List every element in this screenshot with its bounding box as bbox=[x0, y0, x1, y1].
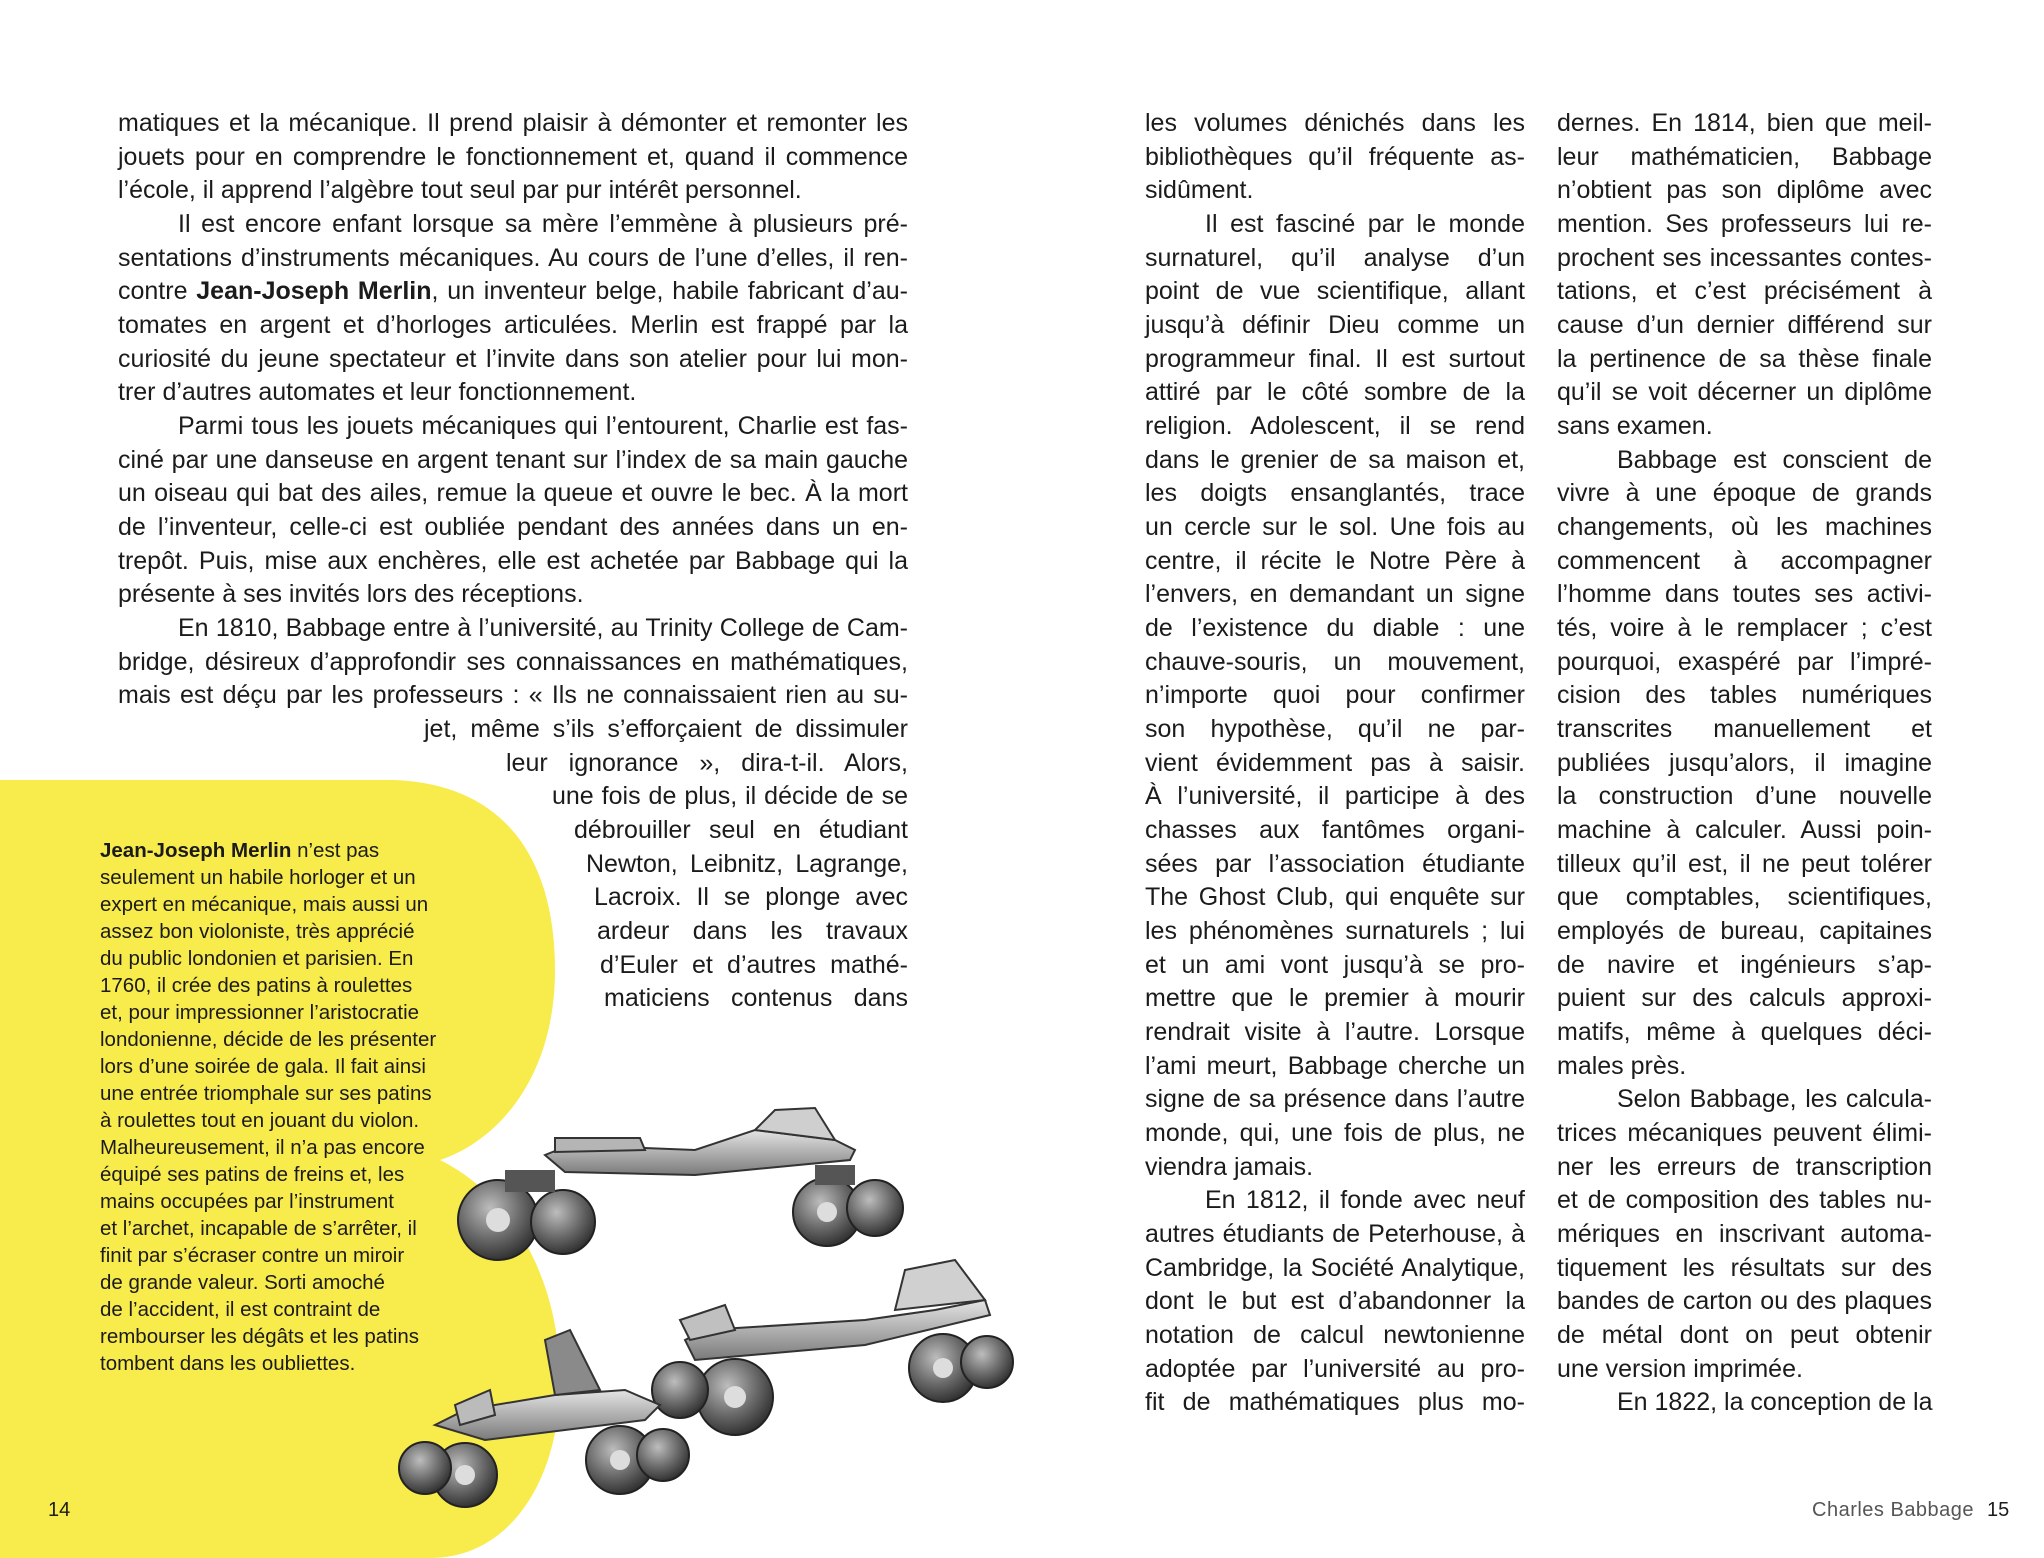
text-line: un oiseau qui bat des ailes, remue la queue et ouvre le bec. À la mort bbox=[118, 479, 908, 507]
text-line: une fois de plus, il décide de se bbox=[552, 782, 908, 810]
text-run: , un inventeur belge, habile fabricant d’au- bbox=[431, 277, 908, 305]
text-line: Lacroix. Il se plonge avec bbox=[594, 883, 908, 911]
text-line: les phénomènes surnaturels ; lui bbox=[1145, 917, 1525, 945]
text-line: de l’existence du diable : une bbox=[1145, 614, 1525, 642]
text-line: jusqu’à définir Dieu comme un bbox=[1145, 311, 1525, 339]
text-line: de métal dont on peut obtenir bbox=[1557, 1321, 1932, 1349]
text-line: tomates en argent et d’horloges articulées. Merlin est frappé par la bbox=[118, 311, 908, 339]
text-run: contre bbox=[118, 277, 188, 305]
text-line: centre, il récite le Notre Père à bbox=[1145, 547, 1525, 575]
text-line: programmeur final. Il est surtout bbox=[1145, 345, 1525, 373]
text-line: tations, et c’est précisément à bbox=[1557, 277, 1932, 305]
sidebar-line: seulement un habile horloger et un bbox=[100, 866, 416, 889]
text-line: dans le grenier de sa maison et, bbox=[1145, 446, 1525, 474]
text-line: bridge, désireux d’approfondir ses connaissances en mathématiques, bbox=[118, 648, 908, 676]
sidebar-line: du public londonien et parisien. En bbox=[100, 947, 414, 970]
page-number-left: 14 bbox=[48, 1499, 71, 1521]
text-line: viendra jamais. bbox=[1145, 1153, 1314, 1181]
text-line: une version imprimée. bbox=[1557, 1355, 1803, 1383]
sidebar-line: à roulettes tout en jouant du violon. bbox=[100, 1109, 420, 1132]
text-line: puient sur des calculs approxi- bbox=[1557, 984, 1932, 1012]
text-line: mériques en inscrivant automa- bbox=[1557, 1220, 1932, 1248]
text-line: dont le but est d’abandonner la bbox=[1145, 1287, 1525, 1315]
text-line: commencent à accompagner bbox=[1557, 547, 1932, 575]
text-line: les doigts ensanglantés, trace bbox=[1145, 479, 1525, 507]
text-line: chauve-souris, un mouvement, bbox=[1145, 648, 1525, 676]
text-line: attiré par le côté sombre de la bbox=[1145, 378, 1525, 406]
sidebar-line: lors d’une soirée de gala. Il fait ainsi bbox=[100, 1055, 426, 1078]
sidebar-line: 1760, il crée des patins à roulettes bbox=[100, 974, 413, 997]
text-line: Il est fasciné par le monde bbox=[1205, 210, 1525, 238]
sidebar-line: de grande valeur. Sorti amoché bbox=[100, 1271, 385, 1294]
text-line: À l’université, il participe à des bbox=[1145, 782, 1525, 810]
text-line: surnaturel, qu’il analyse d’un bbox=[1145, 244, 1525, 272]
text-line: jouets pour en comprendre le fonctionnement et, quand il commence bbox=[118, 143, 908, 171]
text-line: l’envers, en demandant un signe bbox=[1145, 580, 1525, 608]
sidebar-line: londonienne, décide de les présenter bbox=[100, 1028, 437, 1051]
text-line: transcrites manuellement et bbox=[1557, 715, 1932, 743]
page-number-right: 15 bbox=[1987, 1499, 2010, 1521]
text-line: curiosité du jeune spectateur et l’invite dans son atelier pour lui mon- bbox=[118, 345, 908, 373]
text-line: cision des tables numériques bbox=[1557, 681, 1932, 709]
text-line: et un ami vont jusqu’à se pro- bbox=[1145, 951, 1525, 979]
text-run: n’est pas bbox=[291, 839, 380, 862]
text-line: matifs, même à quelques déci- bbox=[1557, 1018, 1932, 1046]
text-line: mettre que le premier à mourir bbox=[1145, 984, 1525, 1012]
text-line: bibliothèques qu’il fréquente as- bbox=[1145, 143, 1525, 171]
text-line: tés, voire à le remplacer ; c’est bbox=[1557, 614, 1932, 642]
bold-name: Jean-Joseph Merlin bbox=[196, 277, 432, 305]
text-line: autres étudiants de Peterhouse, à bbox=[1145, 1220, 1525, 1248]
text-line: vient évidemment pas à saisir. bbox=[1145, 749, 1525, 777]
text-line: point de vue scientifique, allant bbox=[1145, 277, 1525, 305]
text-line: signe de sa présence dans l’autre bbox=[1145, 1085, 1525, 1113]
running-head: Charles Babbage bbox=[1812, 1499, 1975, 1521]
text-line: employés de bureau, capitaines bbox=[1557, 917, 1932, 945]
text-line: adoptée par l’université au pro- bbox=[1145, 1355, 1525, 1383]
text-line: leur ignorance », dira-t-il. Alors, bbox=[506, 749, 908, 777]
text-line: trer d’autres automates et leur fonctionnement. bbox=[118, 378, 637, 406]
sidebar-line: rembourser les dégâts et les patins bbox=[100, 1325, 420, 1348]
text-line: débrouiller seul en étudiant bbox=[574, 816, 908, 844]
text-line: bandes de carton ou des plaques bbox=[1557, 1287, 1932, 1315]
text-line: Babbage est conscient de bbox=[1617, 446, 1932, 474]
text-line: sentations d’instruments mécaniques. Au cours de l’une d’elles, il ren- bbox=[118, 244, 908, 272]
text-line: prochent ses incessantes contes- bbox=[1557, 244, 1932, 272]
text-line: de l’inventeur, celle-ci est oubliée pendant des années dans un en- bbox=[118, 513, 908, 541]
text-line: Cambridge, la Société Analytique, bbox=[1145, 1254, 1525, 1282]
text-line: monde, qui, une fois de plus, ne bbox=[1145, 1119, 1525, 1147]
text-line: la construction d’une nouvelle bbox=[1557, 782, 1932, 810]
text-line: changements, où les machines bbox=[1557, 513, 1932, 541]
text-line: fit de mathématiques plus mo- bbox=[1145, 1388, 1525, 1416]
text-line: Selon Babbage, les calcula- bbox=[1617, 1085, 1932, 1113]
text-line: que comptables, scientifiques, bbox=[1557, 883, 1932, 911]
text-line: sans examen. bbox=[1557, 412, 1713, 440]
text-line: The Ghost Club, qui enquête sur bbox=[1145, 883, 1525, 911]
text-line: les volumes dénichés dans les bbox=[1145, 109, 1525, 137]
text-line: l’école, il apprend l’algèbre tout seul par pur intérêt personnel. bbox=[118, 176, 802, 204]
text-line: religion. Adolescent, il se rend bbox=[1145, 412, 1525, 440]
text-line: trepôt. Puis, mise aux enchères, elle est achetée par Babbage qui la bbox=[118, 547, 908, 575]
text-line: leur mathématicien, Babbage bbox=[1557, 143, 1932, 171]
text-line: un cercle sur le sol. Une fois au bbox=[1145, 513, 1525, 541]
text-line: machine à calculer. Aussi poin- bbox=[1557, 816, 1932, 844]
text-line: sidûment. bbox=[1145, 176, 1254, 204]
text-line: et de composition des tables nu- bbox=[1557, 1186, 1932, 1214]
text-line: ardeur dans les travaux bbox=[597, 917, 908, 945]
text-line: jet, même s’ils s’efforçaient de dissimuler bbox=[424, 715, 908, 743]
text-line: chasses aux fantômes organi- bbox=[1145, 816, 1525, 844]
text-line: dernes. En 1814, bien que meil- bbox=[1557, 109, 1932, 137]
sidebar-line: et, pour impressionner l’aristocratie bbox=[100, 1001, 420, 1024]
sidebar-line: équipé ses patins de freins et, les bbox=[100, 1163, 405, 1186]
text-line: mais est déçu par les professeurs : « Ils ne connaissaient rien au su- bbox=[118, 681, 908, 709]
text-line: ner les erreurs de transcription bbox=[1557, 1153, 1932, 1181]
roller-skates-icon bbox=[395, 1090, 1020, 1510]
text-line: rendrait visite à l’autre. Lorsque bbox=[1145, 1018, 1525, 1046]
text-line: tilleux qu’il est, il ne peut tolérer bbox=[1557, 850, 1932, 878]
text-line: En 1812, il fonde avec neuf bbox=[1205, 1186, 1525, 1214]
text-line: sées par l’association étudiante bbox=[1145, 850, 1525, 878]
text-line: l’homme dans toutes ses activi- bbox=[1557, 580, 1932, 608]
text-line: qu’il se voit décerner un diplôme bbox=[1557, 378, 1932, 406]
text-line: la pertinence de sa thèse finale bbox=[1557, 345, 1932, 373]
sidebar-line: de l’accident, il est contraint de bbox=[100, 1298, 381, 1321]
text-line: mention. Ses professeurs lui re- bbox=[1557, 210, 1932, 238]
sidebar-line: tombent dans les oubliettes. bbox=[100, 1352, 356, 1375]
text-line: publiées jusqu’alors, il imagine bbox=[1557, 749, 1932, 777]
sidebar-line: une entrée triomphale sur ses patins bbox=[100, 1082, 432, 1105]
text-line: Il est encore enfant lorsque sa mère l’emmène à plusieurs pré- bbox=[178, 210, 908, 238]
text-line: de navire et ingénieurs s’ap- bbox=[1557, 951, 1932, 979]
text-line: ciné par une danseuse en argent tenant sur l’index de sa main gauche bbox=[118, 446, 908, 474]
sidebar-line: expert en mécanique, mais aussi un bbox=[100, 893, 429, 916]
text-line: males près. bbox=[1557, 1052, 1687, 1080]
text-line: notation de calcul newtonienne bbox=[1145, 1321, 1525, 1349]
sidebar-line: assez bon violoniste, très apprécié bbox=[100, 920, 415, 943]
text-line: n’obtient pas son diplôme avec bbox=[1557, 176, 1932, 204]
text-line: maticiens contenus dans bbox=[604, 984, 908, 1012]
text-line: Newton, Leibnitz, Lagrange, bbox=[586, 850, 908, 878]
text-line: d’Euler et d’autres mathé- bbox=[600, 951, 908, 979]
text-line: son hypothèse, qu’il ne par- bbox=[1145, 715, 1525, 743]
text-line: l’ami meurt, Babbage cherche un bbox=[1145, 1052, 1525, 1080]
text-line: vivre à une époque de grands bbox=[1557, 479, 1932, 507]
text-line: trices mécaniques peuvent élimi- bbox=[1557, 1119, 1932, 1147]
sidebar-line: et l’archet, incapable de s’arrêter, il bbox=[100, 1217, 417, 1240]
sidebar-line: mains occupées par l’instrument bbox=[100, 1190, 394, 1213]
text-line: matiques et la mécanique. Il prend plaisir à démonter et remonter les bbox=[118, 109, 908, 137]
sidebar-line: finit par s’écraser contre un miroir bbox=[100, 1244, 405, 1267]
text-line: pourquoi, exaspéré par l’impré- bbox=[1557, 648, 1932, 676]
text-line bbox=[118, 274, 908, 308]
text-line: En 1822, la conception de la bbox=[1617, 1388, 1933, 1416]
text-line: Parmi tous les jouets mécaniques qui l’entourent, Charlie est fas- bbox=[178, 412, 908, 440]
sidebar-line: Malheureusement, il n’a pas encore bbox=[100, 1136, 425, 1159]
sidebar-line bbox=[100, 837, 379, 864]
text-line: En 1810, Babbage entre à l’université, au Trinity College de Cam- bbox=[178, 614, 908, 642]
sidebar-bold-name: Jean-Joseph Merlin bbox=[100, 839, 292, 862]
text-line: n’importe quoi pour confirmer bbox=[1145, 681, 1525, 709]
text-line: présente à ses invités lors des réceptions. bbox=[118, 580, 584, 608]
text-line: tiquement les résultats sur des bbox=[1557, 1254, 1932, 1282]
text-line: cause d’un dernier différend sur bbox=[1557, 311, 1932, 339]
